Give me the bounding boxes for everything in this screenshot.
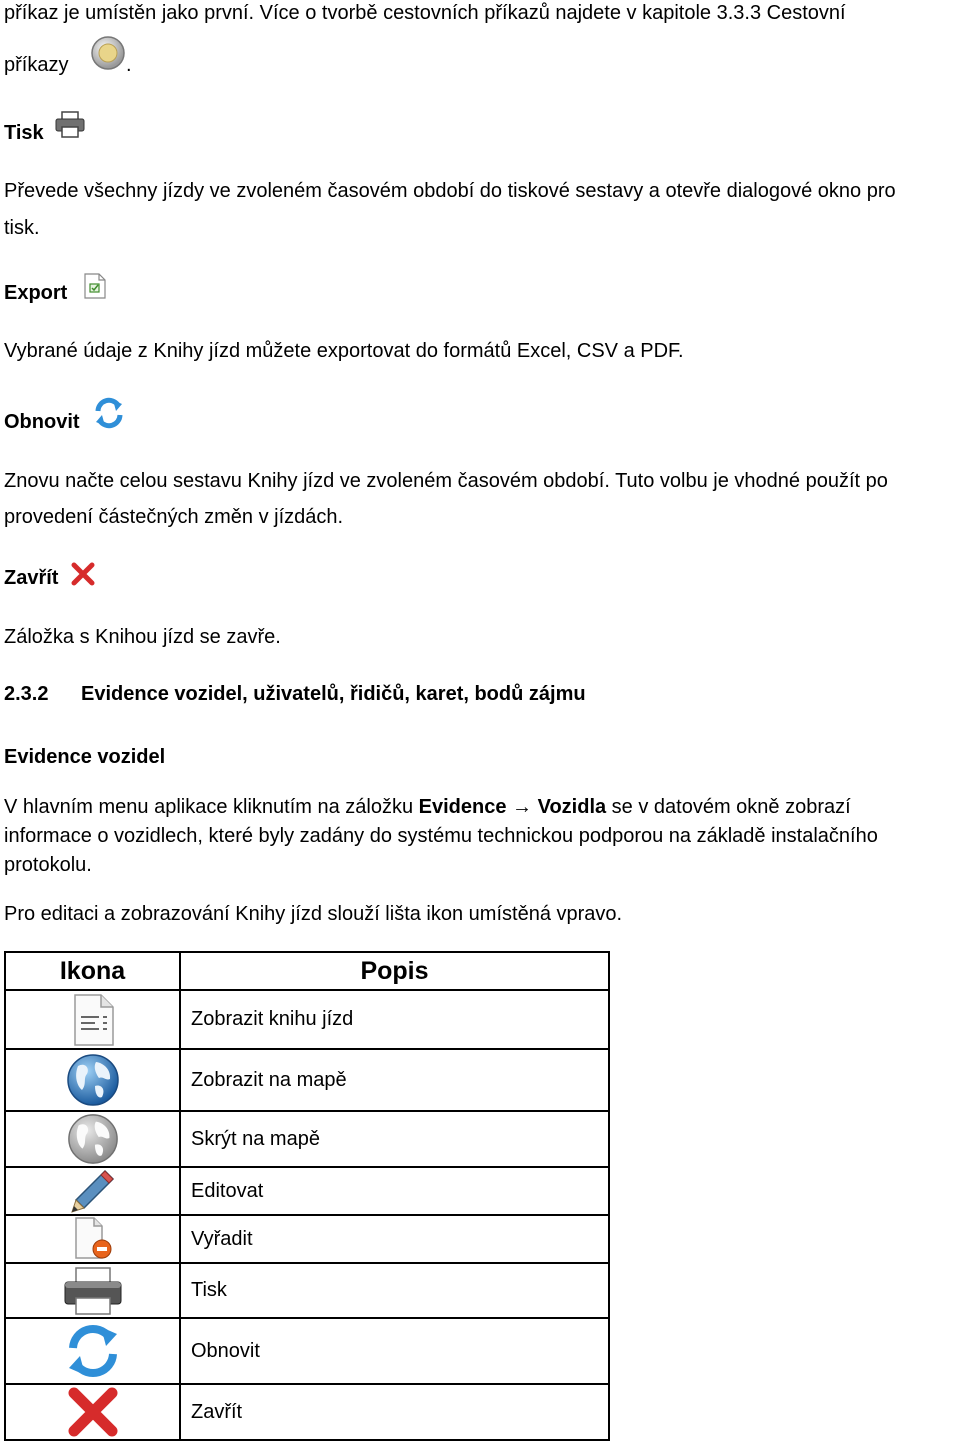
table-cell-label: Zobrazit knihu jízd [180, 990, 609, 1049]
table-row [5, 1049, 609, 1111]
intro-line-1: příkaz je umístěn jako první. Více o tvorbě cestovních příkazů najdete v kapitole 3.3.3 Cestovní [4, 2, 846, 24]
table-cell-label: Zavřít [180, 1384, 609, 1440]
intro-line-2-end: . [126, 54, 132, 76]
section-export-title: Export [4, 282, 68, 304]
document-remove-icon [70, 1216, 116, 1262]
section-tisk-text-1: Převede všechny jízdy ve zvoleném časovém období do tiskové sestavy a otevře dialogové okno pro [4, 180, 896, 202]
refresh-icon [92, 396, 126, 430]
para1-before: V hlavním menu aplikace kliknutím na záložku [4, 796, 419, 818]
para1-line-2: informace o vozidlech, které byly zadány do systému technickou podporou na základě instalačního [4, 825, 878, 847]
export-icon [82, 272, 108, 300]
globe-color-icon [65, 1052, 121, 1108]
header-ikona: Ikona [5, 952, 180, 990]
close-icon [70, 561, 96, 587]
table-cell-icon [5, 1111, 180, 1167]
menu-vozidla: Vozidla [537, 796, 607, 818]
table-row [5, 1111, 609, 1167]
table-row [5, 990, 609, 1049]
section-zavrit-text-1: Záložka s Knihou jízd se zavře. [4, 626, 281, 648]
table-row [5, 1318, 609, 1384]
para1-line-1 [4, 795, 851, 819]
table-header-row [5, 952, 609, 990]
header-popis: Popis [180, 952, 609, 990]
menu-evidence: Evidence [418, 796, 507, 818]
table-cell-icon [5, 1049, 180, 1111]
section-obnovit-text-1: Znovu načte celou sestavu Knihy jízd ve zvoleném časovém období. Tuto volbu je vhodné použít po [4, 470, 888, 492]
table-row [5, 1167, 609, 1215]
section-obnovit-title: Obnovit [4, 411, 80, 433]
para1-after: se v datovém okně zobrazí [606, 796, 851, 818]
table-row [5, 1263, 609, 1318]
table-cell-icon [5, 990, 180, 1049]
close-icon [66, 1385, 120, 1439]
table-cell-icon [5, 1318, 180, 1384]
globe-gray-icon [66, 1112, 120, 1166]
arrow: → [506, 796, 538, 818]
section-heading: Evidence vozidel, uživatelů, řidičů, karet, bodů zájmu [81, 683, 586, 705]
table-cell-label: Zobrazit na mapě [180, 1049, 609, 1111]
table-row [5, 1215, 609, 1263]
refresh-icon [64, 1321, 122, 1381]
document-list-icon [69, 993, 117, 1047]
table-cell-label: Editovat [180, 1167, 609, 1215]
subheading: Evidence vozidel [4, 746, 166, 768]
intro-line-2 [4, 53, 68, 77]
table-cell-icon [5, 1263, 180, 1318]
section-export-text-1: Vybrané údaje z Knihy jízd můžete exportovat do formátů Excel, CSV a PDF. [4, 340, 684, 362]
section-tisk-title: Tisk [4, 122, 44, 144]
table-cell-label: Skrýt na mapě [180, 1111, 609, 1167]
coin-icon [90, 35, 126, 71]
table-cell-label: Obnovit [180, 1318, 609, 1384]
table-cell-label: Vyřadit [180, 1215, 609, 1263]
table-cell-label: Tisk [180, 1263, 609, 1318]
table-row [5, 1384, 609, 1440]
section-number: 2.3.2 [4, 683, 49, 705]
para1-line-3: protokolu. [4, 854, 92, 876]
intro-line-2-text: příkazy [4, 54, 69, 76]
section-tisk-text-2: tisk. [4, 217, 40, 239]
section-obnovit-text-2: provedení částečných změn v jízdách. [4, 506, 344, 528]
table-cell-icon [5, 1167, 180, 1215]
icon-table [4, 951, 610, 1441]
printer-icon [54, 110, 86, 140]
table-cell-icon [5, 1384, 180, 1440]
table-cell-icon [5, 1215, 180, 1263]
printer-icon [62, 1266, 124, 1316]
section-zavrit-title: Zavřít [4, 567, 59, 589]
pencil-icon [69, 1168, 117, 1214]
para2: Pro editaci a zobrazování Knihy jízd slouží lišta ikon umístěná vpravo. [4, 903, 623, 925]
